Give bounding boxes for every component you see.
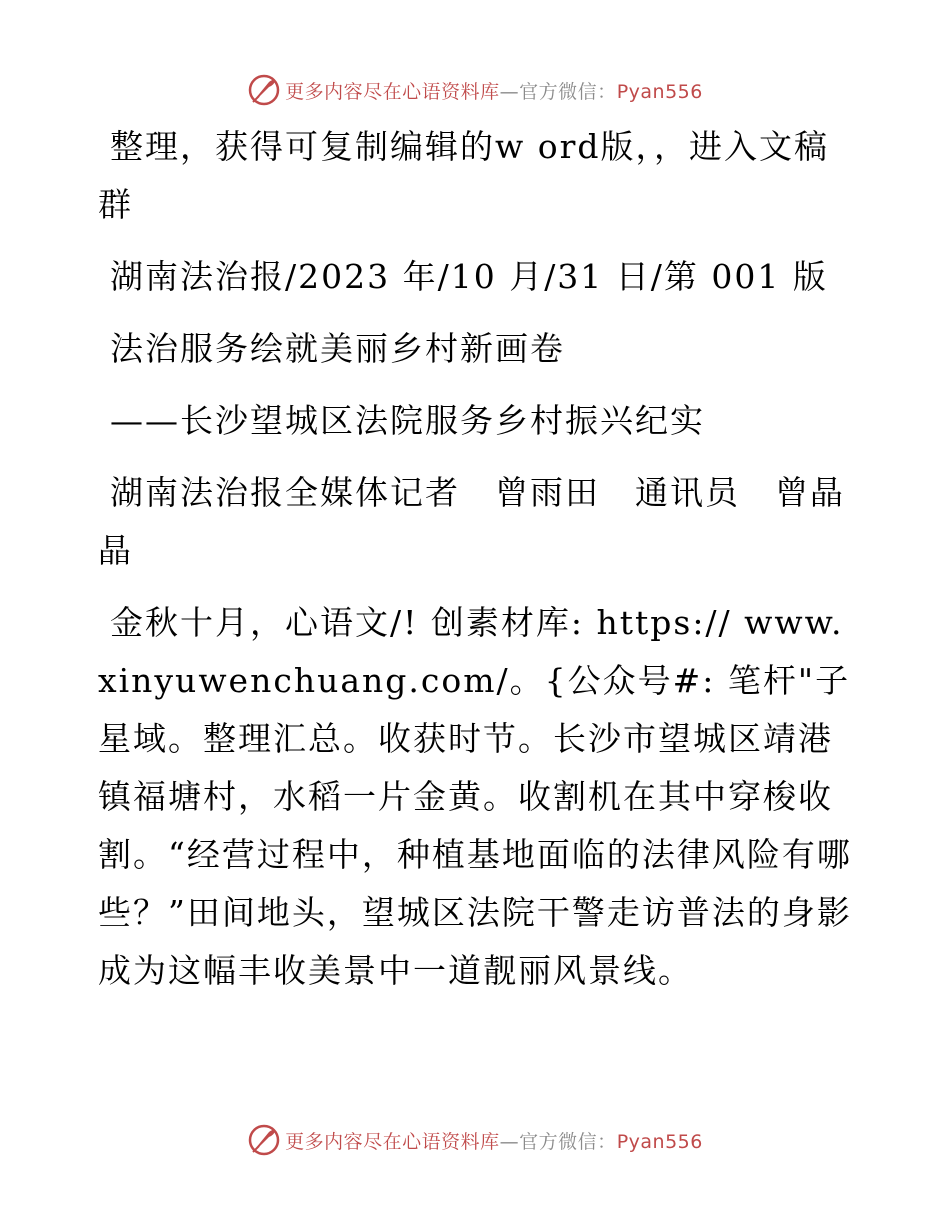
banner-dash: — xyxy=(499,1130,520,1153)
banner-left-text: 更多内容尽在心语资料库 xyxy=(285,80,500,103)
footer-watermark-banner xyxy=(0,1120,950,1160)
banner-wechat-id: Pyan556 xyxy=(616,80,703,103)
banner-left-text: 更多内容尽在心语资料库 xyxy=(285,1130,500,1153)
feather-pen-circle-icon xyxy=(247,73,281,107)
banner-dash: — xyxy=(499,80,520,103)
article-body: 金秋十月，心语文/! 创素材库: https:// www.xinyuwenchuang.com/。{公众号#: 笔杆"子星域。整理汇总。收获时节。长沙市望城区靖港镇福塘村，水稻一片金黄。收割机在其中穿梭收割。“经营过程中，种植基地面临的法律风险有哪些？”田间地头，望城区法院干警走访普法的身影成为这幅丰收美景中一道靓丽风景线。 xyxy=(98,603,852,990)
feather-pen-circle-icon xyxy=(247,1123,281,1157)
article-title: 法治服务绘就美丽乡村新画卷 xyxy=(110,329,565,368)
header-watermark-banner xyxy=(0,70,950,110)
intro-line: 整理，获得可复制编辑的w ord版，，进入文稿群 xyxy=(98,127,830,224)
article-byline: 湖南法治报全媒体记者 曾雨田 通讯员 曾晶晶 xyxy=(98,473,845,570)
document-content xyxy=(98,118,858,1014)
banner-official-label: 官方微信： xyxy=(519,1130,617,1153)
banner-wechat-id: Pyan556 xyxy=(616,1130,703,1153)
banner-official-label: 官方微信： xyxy=(519,80,617,103)
publication-line: 湖南法治报/2023 年/10 月/31 日/第 001 版 xyxy=(110,257,828,296)
article-subtitle: ——长沙望城区法院服务乡村振兴纪实 xyxy=(110,401,705,440)
